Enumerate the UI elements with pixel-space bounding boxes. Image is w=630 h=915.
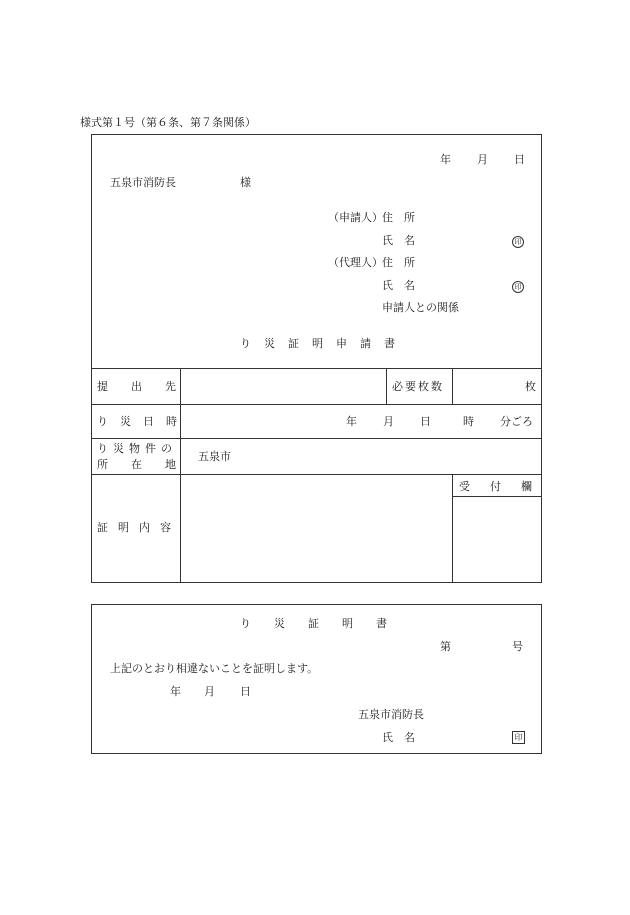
applicant-seal-mark [512,235,524,248]
copies-label-right-divider [452,368,453,404]
certificate-number-suffix: 号 [512,640,523,653]
certificate-date-day: 日 [240,685,251,698]
form-caption: 様式第１号（第６条、第７条関係） [80,116,256,129]
reception-field [454,498,540,581]
addressee: 五泉市消防長 [110,176,176,189]
application-title: り災証明申請書 [240,337,408,350]
location-label-line1: り災物件の [97,442,177,455]
datetime-label: り災日時 [97,415,189,428]
certificate-seal: 印 [512,731,525,744]
certificate-number-prefix: 第 [440,640,451,653]
datetime-month-unit: 月 [383,415,394,428]
location-value[interactable]: 五泉市 [198,450,231,463]
reception-column-divider [452,474,453,583]
datetime-day-unit: 日 [420,415,431,428]
submit-to-field[interactable] [182,370,384,402]
honorific: 様 [240,176,251,189]
reception-label: 受付欄 [459,480,552,493]
certificate-issuer: 五泉市消防長 [358,708,424,721]
datetime-minute-unit: 分ごろ [500,415,533,428]
agent-seal-mark [512,280,524,293]
certificate-number-field[interactable] [456,638,508,654]
reception-header-divider [452,496,542,497]
certificate-statement: 上記のとおり相違ないことを証明します。 [110,662,319,675]
application-date-year: 年 [440,153,451,166]
application-date-month: 月 [477,153,488,166]
agent-address-label: 住 所 [382,256,415,269]
label-column-divider [180,368,181,583]
content-label: 証明内容 [97,521,181,534]
content-field[interactable] [182,476,450,581]
application-date-day: 日 [514,153,525,166]
certificate-name-label: 氏 名 [382,731,415,744]
datetime-hour-unit: 時 [463,415,474,428]
certificate-date-year: 年 [170,685,181,698]
table-top-border [91,368,542,369]
applicant-seal: 印 [512,236,524,248]
applicant-name-label: 氏 名 [382,234,415,247]
certificate-title: り災証明書 [240,617,410,630]
required-copies-label: 必要枚数 [392,380,444,393]
row-divider-3 [91,474,542,475]
row-divider-1 [91,404,542,405]
copies-unit: 枚 [525,380,536,393]
copies-field[interactable] [454,370,524,402]
relation-label: 申請人との関係 [382,301,459,314]
row-divider-2 [91,438,542,439]
agent-seal: 印 [512,281,524,293]
certificate-seal-mark [512,731,525,744]
location-label-line2: 所在地 [97,458,199,471]
submit-to-label: 提出先 [97,380,199,393]
certificate-date-month: 月 [204,685,215,698]
applicant-label: （申請人） [328,211,383,224]
copies-label-left-divider [386,368,387,404]
agent-name-label: 氏 名 [382,279,415,292]
agent-label: （代理人） [328,256,383,269]
datetime-year-unit: 年 [346,415,357,428]
applicant-address-label: 住 所 [382,211,415,224]
